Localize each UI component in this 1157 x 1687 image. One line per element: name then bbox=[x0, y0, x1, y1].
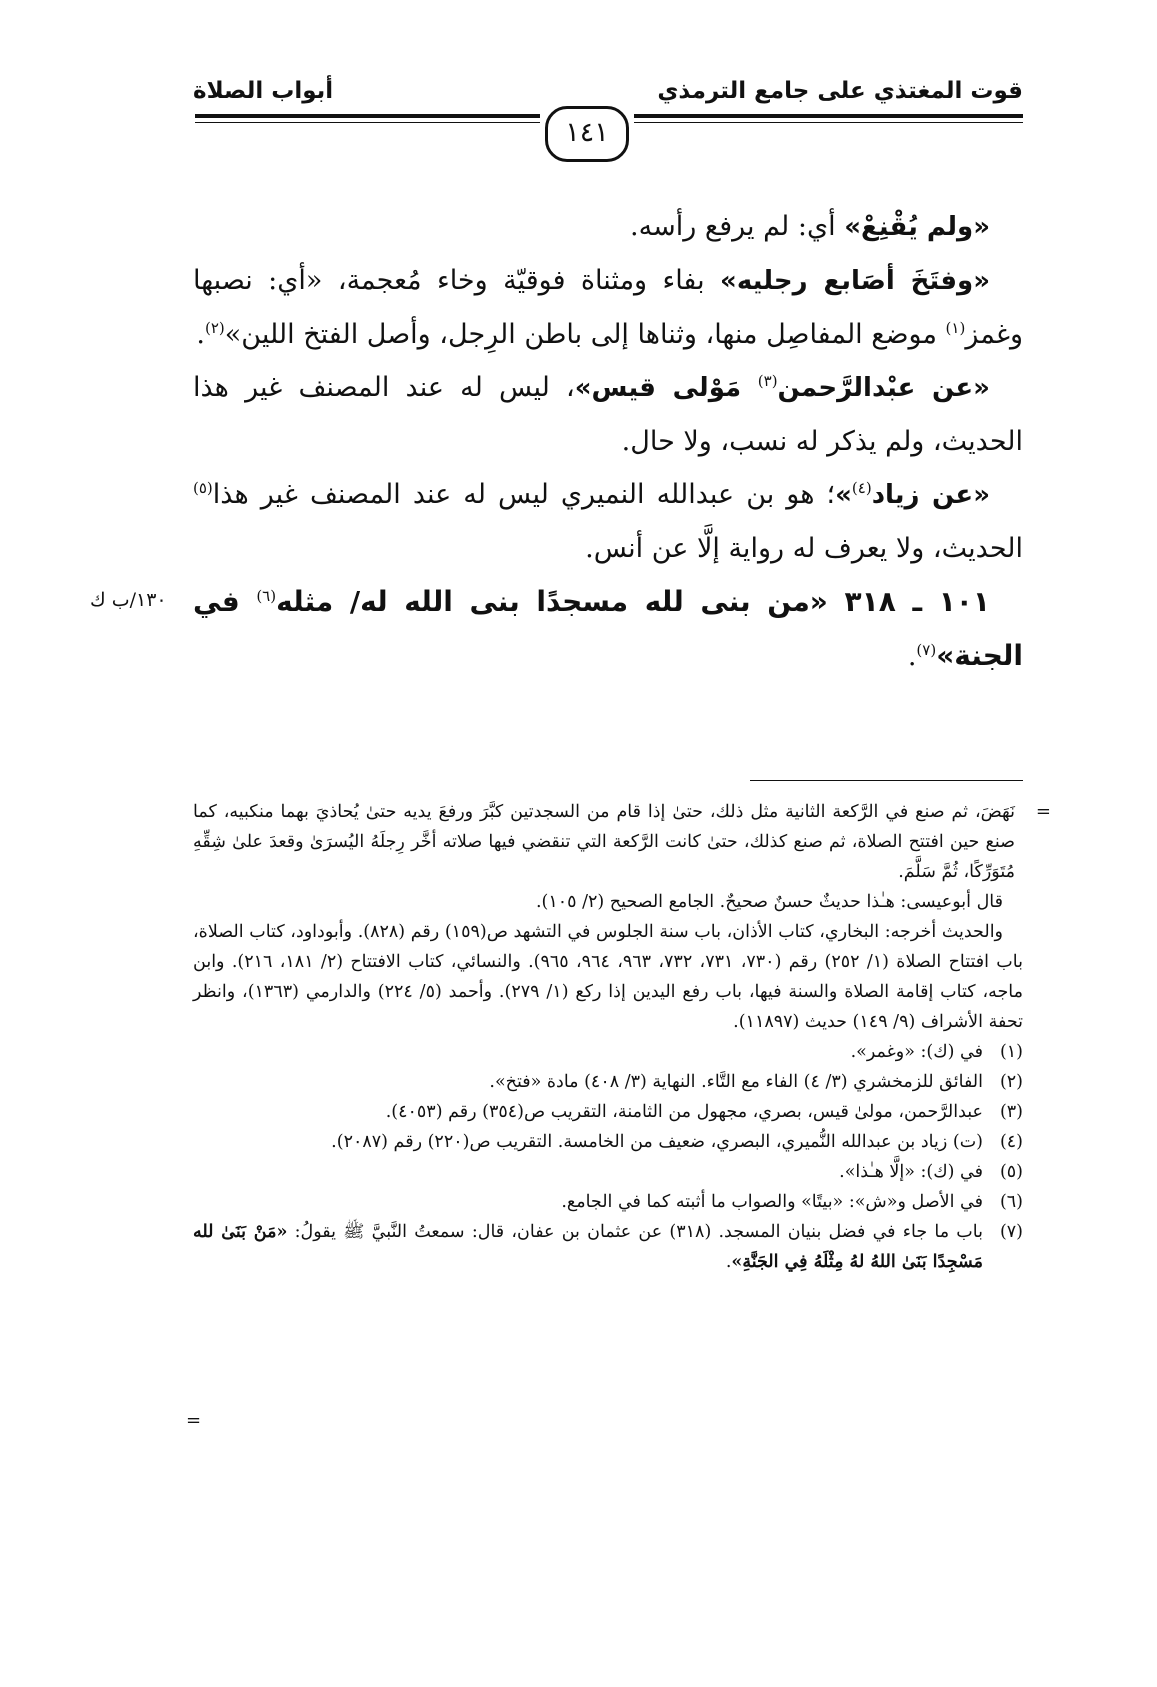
footnote-number: (٥) bbox=[999, 1162, 1023, 1182]
footnote-text: الفائق للزمخشري (٣/ ٤) الفاء مع التَّاء. النهاية (٣/ ٤٠٨) مادة «فتخ». bbox=[489, 1072, 983, 1092]
lemma-2: «وفتَخَ أصَابع رجليه» bbox=[720, 266, 990, 296]
footnote-continuation bbox=[193, 797, 1051, 887]
footnote-text: (ت) زياد بن عبدالله النُّميري، البصري، ضعيف من الخامسة. التقريب ص(٢٢٠) رقم (٢٠٨٧). bbox=[331, 1132, 983, 1152]
manuscript-margin-note: ١٣٠/ب ك bbox=[90, 589, 167, 611]
footnote-ref-5: (٥) bbox=[193, 479, 213, 497]
footnote-item bbox=[193, 1187, 1023, 1217]
footnote-number: (٢) bbox=[999, 1072, 1023, 1092]
footnote-item bbox=[193, 1127, 1023, 1157]
footnote-number: (٦) bbox=[999, 1192, 1023, 1212]
p3-text: ، ليس له عند المصنف غير هذا الحديث، ولم يذكر له نسب، ولا حال. bbox=[193, 372, 1023, 457]
footnote-text: في (ك): «إلَّا هـٰذا». bbox=[839, 1162, 983, 1182]
lemma-3b: مَوْلى قيس» bbox=[574, 373, 758, 403]
footnotes bbox=[193, 797, 1051, 1277]
hadith-paragraph bbox=[193, 575, 1023, 683]
footnote-number: (٣) bbox=[999, 1102, 1023, 1122]
paragraph-3 bbox=[193, 361, 1023, 468]
chapter-title: أبواب الصلاة bbox=[193, 78, 334, 104]
paragraph-1 bbox=[193, 200, 1023, 254]
continuation-mark: = bbox=[1035, 801, 1051, 822]
running-header bbox=[193, 78, 1023, 108]
page-number: ١٤١ bbox=[545, 106, 629, 162]
footnote-text bbox=[193, 1217, 983, 1277]
footnote-7-end: . bbox=[725, 1252, 732, 1272]
footnote-item bbox=[193, 1067, 1023, 1097]
footnote-ref-3: (٣) bbox=[757, 372, 778, 390]
book-title: قوت المغتذي على جامع الترمذي bbox=[657, 78, 1023, 104]
p1-text: أي: لم يرفع رأسه. bbox=[630, 211, 845, 242]
footnote-item bbox=[193, 1097, 1023, 1127]
footnote-7-text: باب ما جاء في فضل بنيان المسجد. (٣١٨) عن عثمان بن عفان، قال: سمعتُ النَّبيَّ ﷺ يقولُ: bbox=[287, 1222, 983, 1242]
footnote-ref-6: (٦) bbox=[256, 587, 277, 605]
header-rule-left-thick bbox=[195, 114, 540, 118]
hadith-text-b: في الجنة» bbox=[193, 585, 1023, 672]
paragraph-2 bbox=[193, 254, 1023, 361]
continuation-text: نَهَضَ، ثم صنع في الرَّكعة الثانية مثل ذلك، حتىٰ إذا قام من السجدتين كبَّرَ ورفعَ يديه حتىٰ يُحاذيَ بهما منكبيه، كما صنع حين افتتح الصلاة، ثم صنع كذلك، حتىٰ كانت الرَّكعة التي تنقضي فيها صلاته أخَّر رِجلَهُ اليُسرَىٰ وقعدَ علىٰ شِقِّهِ مُتَوَرِّكًا، ثُمَّ سَلَّمَ. bbox=[193, 802, 1015, 882]
hadith-text-c: . bbox=[907, 641, 917, 672]
lemma-1: «ولم يُقْنِعْ» bbox=[844, 212, 990, 242]
footnote-number: (٧) bbox=[999, 1222, 1023, 1242]
footnote-item bbox=[193, 1157, 1023, 1187]
p2-text-a: بفاء ومثناة فوقيّة وخاء مُعجمة، «أي: نصبها وغمز bbox=[193, 265, 1023, 350]
continuation-mark-bottom: = bbox=[186, 1410, 202, 1431]
footnote-text: في (ك): «وغمر». bbox=[850, 1042, 983, 1062]
header-rule-right-thick bbox=[634, 114, 1023, 118]
footnote-separator bbox=[750, 780, 1023, 781]
header-rule-left-thin bbox=[195, 122, 540, 123]
footnote-ref-1: (١) bbox=[945, 319, 966, 337]
footnote-ref-7: (٧) bbox=[916, 641, 937, 659]
footnote-ref-2: (٢) bbox=[204, 319, 225, 337]
footnote-number: (١) bbox=[999, 1042, 1023, 1062]
footnote-item bbox=[193, 1037, 1023, 1067]
p2-text-b: موضع المفاصِل منها، وثناها إلى باطن الرِجل، وأصل الفتخ اللين» bbox=[224, 319, 946, 350]
footnote-verdict: قال أبوعيسى: هـٰذا حديثٌ حسنٌ صحيحٌ. الجامع الصحيح (٢/ ١٠٥). bbox=[535, 892, 1003, 912]
p4-text-b: الحديث، ولا يعرف له رواية إلَّا عن أنس. bbox=[585, 533, 1023, 564]
header-rule-right-thin bbox=[634, 122, 1023, 123]
footnote-item bbox=[193, 1217, 1023, 1277]
lemma-4b: » bbox=[835, 480, 852, 510]
lemma-4a: «عن زياد bbox=[871, 480, 990, 510]
p4-text-a: ؛ هو بن عبدالله النميري ليس له عند المصنف غير هذا bbox=[212, 479, 836, 510]
lemma-3a: «عن عبْدالرَّحمن bbox=[777, 373, 990, 403]
footnote-7-quote: «مَنْ بَنَىٰ لله مَسْجِدًا بَنَىٰ اللهُ لهُ مِثْلَهُ فِي الجَنَّةِ» bbox=[193, 1222, 983, 1272]
footnote-number: (٤) bbox=[999, 1132, 1023, 1152]
footnote-ref-4: (٤) bbox=[851, 479, 872, 497]
footnote-text: عبدالرَّحمن، مولىٰ قيس، بصري، مجهول من الثامنة، التقريب ص(٣٥٤) رقم (٤٠٥٣). bbox=[385, 1102, 983, 1122]
p2-text-c: . bbox=[196, 319, 205, 350]
main-text bbox=[193, 200, 1023, 683]
paragraph-4 bbox=[193, 468, 1023, 575]
footnote-takhrij: والحديث أخرجه: البخاري، كتاب الأذان، باب سنة الجلوس في التشهد ص(١٥٩) رقم (٨٢٨). وأبوداود، كتاب الصلاة، باب افتتاح الصلاة (١/ ٢٥٢) رقم (٧٣٠، ٧٣١، ٧٣٢، ٩٦٣، ٩٦٤، ٩٦٥). والنسائي، كتاب الافتتاح (٢/ ١٨١، ٢١٦). وابن ماجه، كتاب إقامة الصلاة والسنة فيها، باب رفع اليدين إذا ركع (١/ ٢٧٩). وأحمد (٥/ ٢٢٤) والدارمي (١٣٦٣)، وانظر تحفة الأشراف (٩/ ١٤٩) حديث (١١٨٩٧). bbox=[193, 922, 1024, 1032]
hadith-text-a: ١٠١ ـ ٣١٨ «من بنى لله مسجدًا بنى الله له/ مثله bbox=[276, 585, 990, 618]
footnote-text: في الأصل و«ش»: «بيتًا» والصواب ما أثبته كما في الجامع. bbox=[561, 1192, 983, 1212]
